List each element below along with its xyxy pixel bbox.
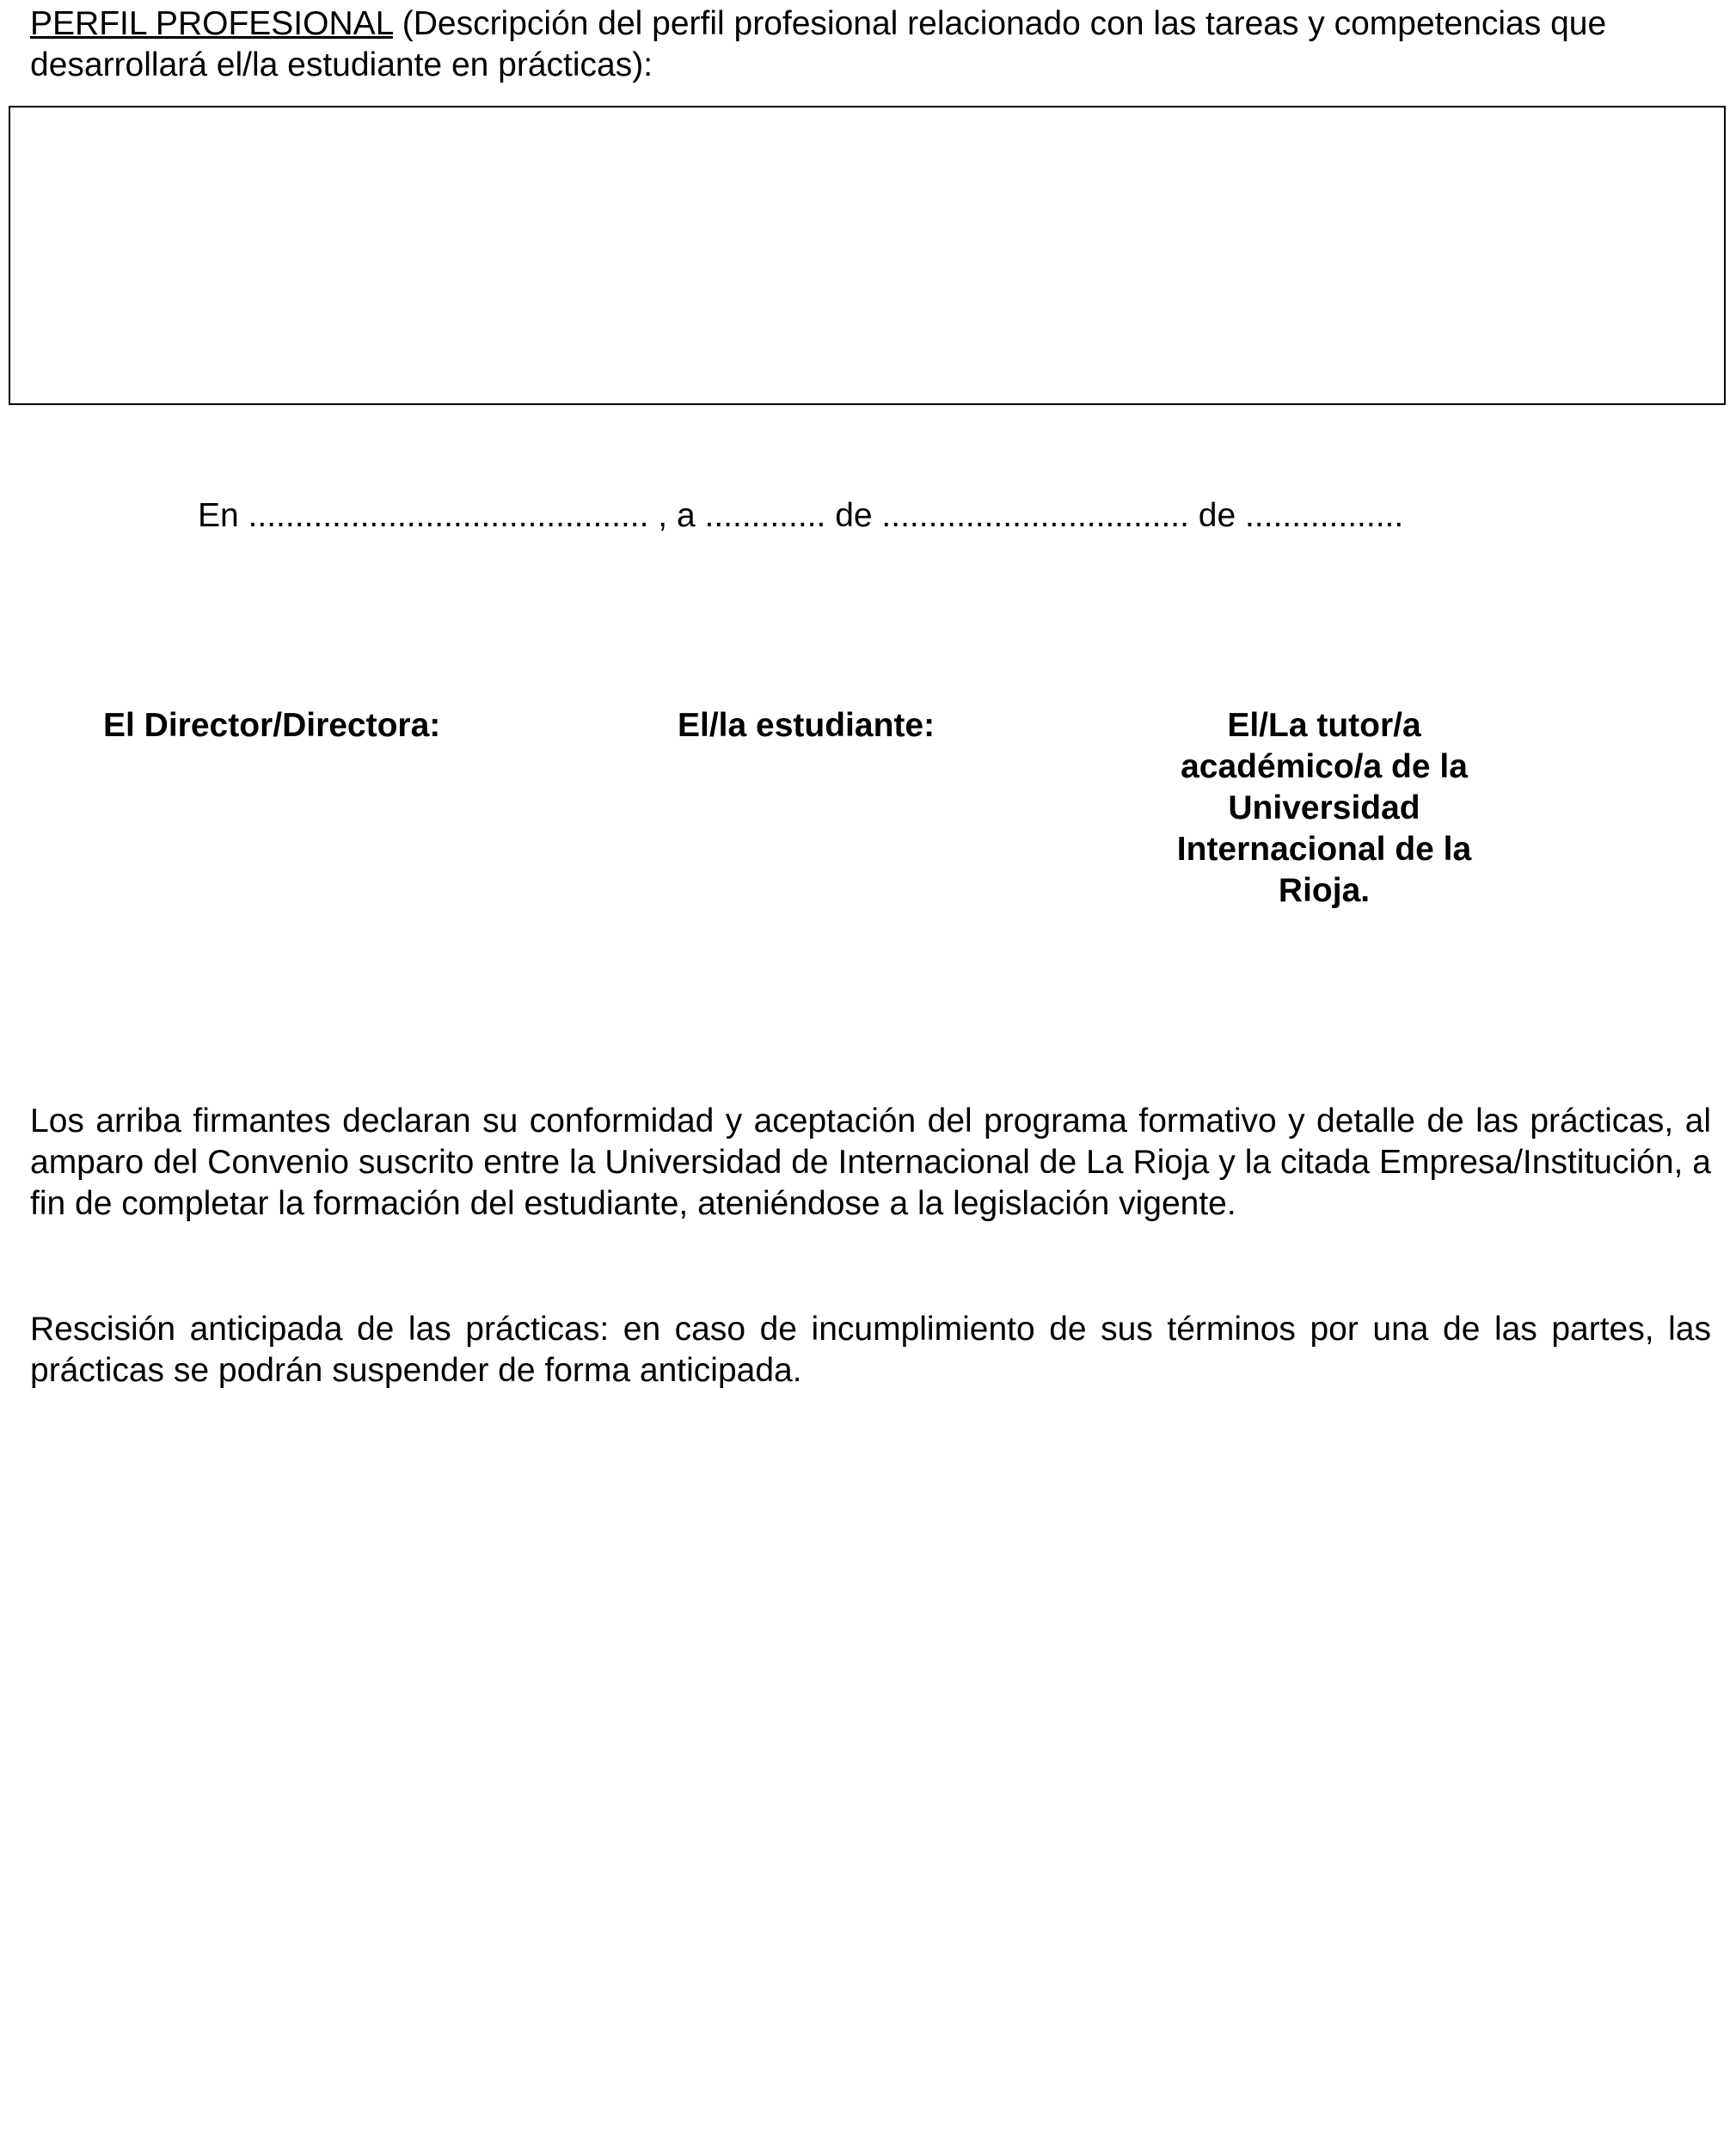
profile-heading: PERFIL PROFESIONAL bbox=[30, 5, 393, 42]
conformity-paragraph: Los arriba firmantes declaran su conformidad y aceptación del programa formativo y detalle de las prácticas, al amparo del Convenio suscrito entre la Universidad de Internacional de La Rioja y la citada Empresa/Institución, a fin de completar la formación del estudiante, ateniéndose a la legislación vigente. bbox=[30, 1103, 1711, 1222]
profile-description-box[interactable] bbox=[9, 106, 1726, 405]
place-date-line: En ........................................... , a ............. de ................................. de ................. bbox=[198, 497, 1404, 534]
signature-student-label: El/la estudiante: bbox=[678, 707, 935, 744]
profile-intro bbox=[30, 3, 1711, 86]
profile-description: (Descripción del perfil profesional relacionado con las tareas y competencias que desarrollará el/la estudiante en prácticas): bbox=[30, 5, 1607, 83]
profile-description-field[interactable] bbox=[10, 108, 1724, 403]
rescission-paragraph: Rescisión anticipada de las prácticas: en caso de incumplimiento de sus términos por una de las partes, las prácticas se podrán suspender de forma anticipada. bbox=[30, 1311, 1711, 1389]
signature-tutor-label: El/La tutor/a académico/a de la Universidad Internacional de la Rioja. bbox=[1176, 707, 1472, 909]
signature-director-label: El Director/Directora: bbox=[103, 707, 441, 744]
